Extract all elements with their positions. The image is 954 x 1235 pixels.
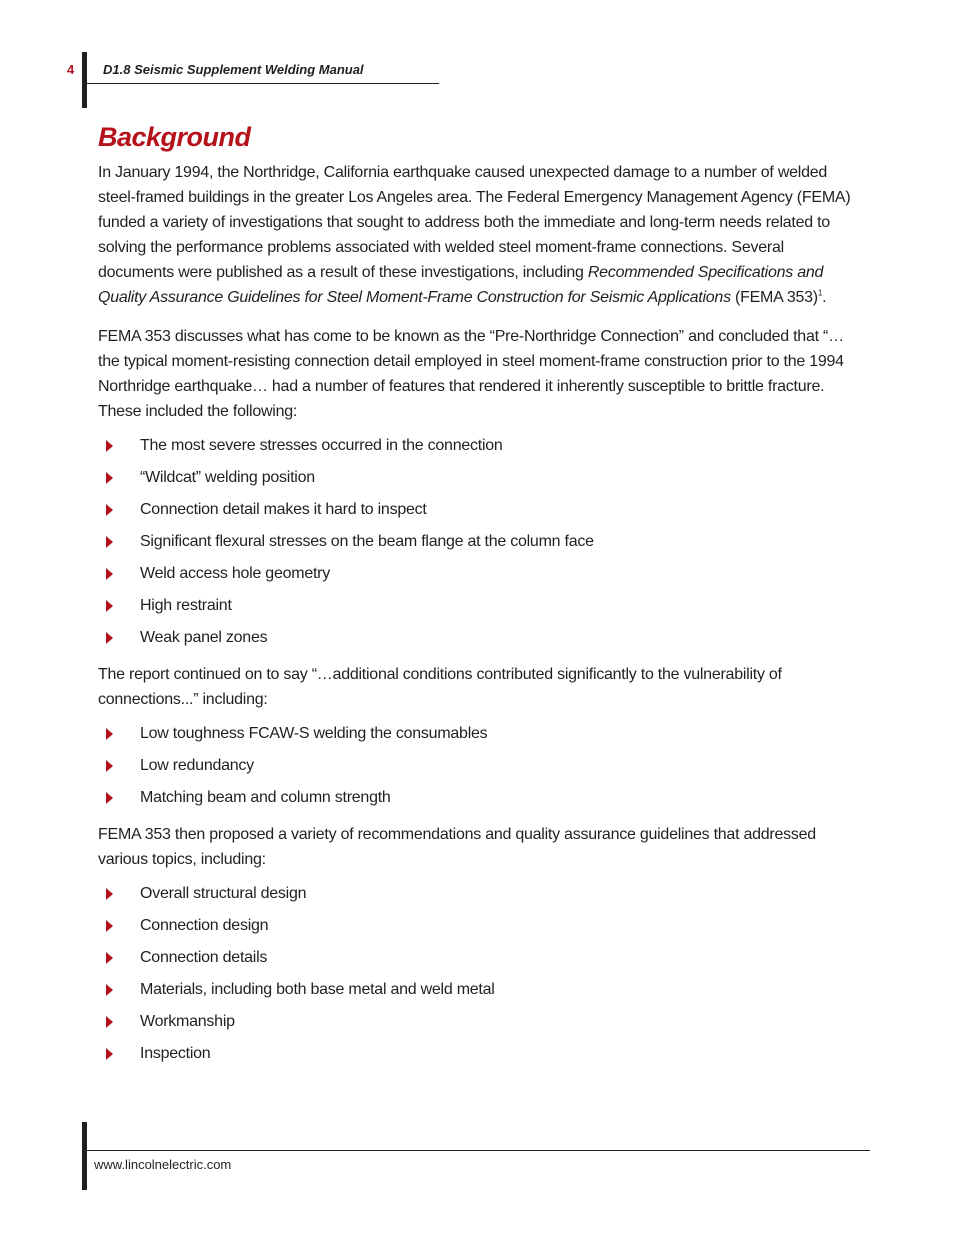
bullet-arrow-icon — [106, 792, 113, 804]
bullet-arrow-icon — [106, 760, 113, 772]
header-bar — [82, 52, 87, 108]
paragraph-1 — [98, 160, 858, 310]
list-item — [98, 626, 858, 650]
bullet-arrow-icon — [106, 536, 113, 548]
bullet-arrow-icon — [106, 920, 113, 932]
paragraph-2: FEMA 353 discusses what has come to be known as the “Pre-Northridge Connection” and concluded that “…the typical moment-resisting connection detail employed in steel moment-frame construction prior to the 1994 Northridge earthquake… had a number of features that rendered it inherently susceptible to brittle fracture. These included the following: — [98, 328, 844, 420]
bullet-arrow-icon — [106, 504, 113, 516]
bullet-arrow-icon — [106, 472, 113, 484]
list-item-text: Inspection — [140, 1045, 211, 1062]
list-item — [98, 498, 858, 522]
list-item-text: Weak panel zones — [140, 629, 268, 646]
footer-rule — [87, 1150, 870, 1151]
publication-title: Recommended Specifications and Quality Assurance Guidelines for Steel Moment-Frame Construction for Seismic Applications — [98, 264, 824, 306]
footer-bar — [82, 1122, 87, 1190]
list-item — [98, 594, 858, 618]
bullet-arrow-icon — [106, 568, 113, 580]
bullet-arrow-icon — [106, 632, 113, 644]
list-item — [98, 434, 858, 458]
list-item — [98, 1042, 858, 1066]
bullet-arrow-icon — [106, 1016, 113, 1028]
list-item-text: High restraint — [140, 597, 232, 614]
list-item-text: “Wildcat” welding position — [140, 469, 315, 486]
list-item-text: Overall structural design — [140, 885, 307, 902]
section-title: Background — [98, 122, 251, 152]
list-item-text: Weld access hole geometry — [140, 565, 330, 582]
list-item — [98, 1010, 858, 1034]
list-item-text: Low redundancy — [140, 757, 254, 774]
list-item — [98, 562, 858, 586]
list-item-text: Matching beam and column strength — [140, 789, 391, 806]
bullet-arrow-icon — [106, 440, 113, 452]
list-item-text: Significant flexural stresses on the beam flange at the column face — [140, 533, 594, 550]
bullet-arrow-icon — [106, 600, 113, 612]
list-item-text: Connection design — [140, 917, 269, 934]
list-item — [98, 914, 858, 938]
list-item-text: Materials, including both base metal and weld metal — [140, 981, 495, 998]
list-item — [98, 786, 858, 810]
list-item-text: The most severe stresses occurred in the connection — [140, 437, 503, 454]
paragraph-4: FEMA 353 then proposed a variety of recommendations and quality assurance guidelines that addressed various topics, including: — [98, 826, 816, 868]
footnote-ref: 1 — [817, 288, 823, 298]
list-item — [98, 530, 858, 554]
paragraph-1-text-b: (FEMA 353) — [730, 289, 818, 306]
list-item — [98, 882, 858, 906]
features-list — [98, 434, 858, 650]
list-item — [98, 466, 858, 490]
list-item-text: Connection detail makes it hard to inspect — [140, 501, 427, 518]
paragraph-1-text-c: . — [822, 289, 827, 306]
list-item-text: Low toughness FCAW-S welding the consumables — [140, 725, 488, 742]
manual-title: D1.8 Seismic Supplement Welding Manual — [103, 62, 364, 77]
footer-url: www.lincolnelectric.com — [94, 1157, 232, 1172]
paragraph-3: The report continued on to say “…additional conditions contributed significantly to the vulnerability of connections...” including: — [98, 666, 782, 708]
topics-list — [98, 882, 858, 1066]
paragraph-1-text-a: In January 1994, the Northridge, California earthquake caused unexpected damage to a number of welded steel-framed buildings in the greater Los Angeles area. The Federal Emergency Management Agency (FEMA) funded a variety of investigations that sought to address both the immediate and long-term needs related to solving the performance problems associated with welded steel moment-frame connections. Several documents were published as a result of these investigations, including — [98, 164, 851, 281]
list-item — [98, 978, 858, 1002]
list-item — [98, 754, 858, 778]
list-item-text: Workmanship — [140, 1013, 235, 1030]
bullet-arrow-icon — [106, 984, 113, 996]
main-content — [98, 120, 858, 1078]
bullet-arrow-icon — [106, 1048, 113, 1060]
header-rule — [87, 83, 439, 84]
bullet-arrow-icon — [106, 728, 113, 740]
bullet-arrow-icon — [106, 952, 113, 964]
list-item — [98, 722, 858, 746]
list-item — [98, 946, 858, 970]
page-number: 4 — [67, 62, 75, 77]
conditions-list — [98, 722, 858, 810]
bullet-arrow-icon — [106, 888, 113, 900]
list-item-text: Connection details — [140, 949, 268, 966]
